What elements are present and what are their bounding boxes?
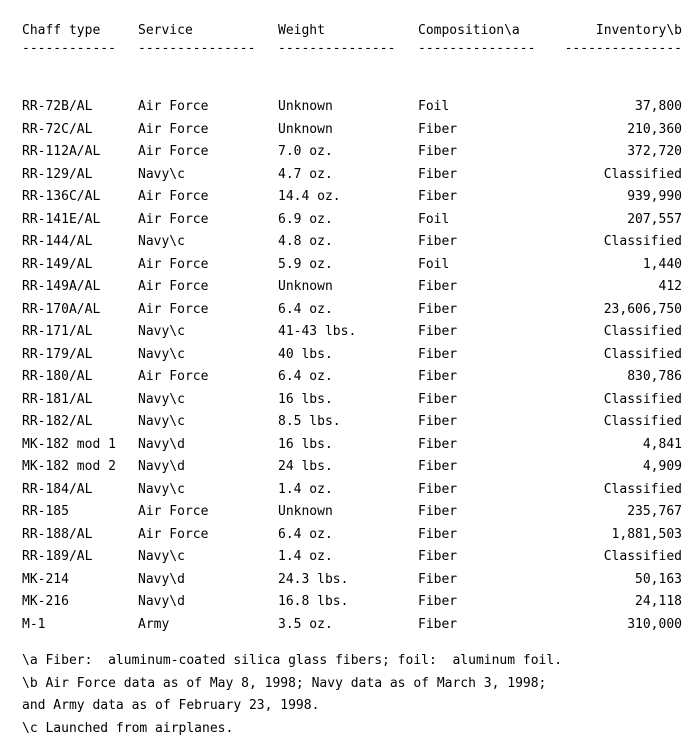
cell-chaff-type: MK-182 mod 2 — [22, 456, 116, 479]
table-row — [22, 344, 686, 367]
cell-inventory: Classified — [604, 546, 682, 569]
cell-service: Air Force — [138, 501, 208, 524]
table-row — [22, 389, 686, 412]
table-row — [22, 479, 686, 502]
table-row — [22, 434, 686, 457]
cell-service: Navy\c — [138, 411, 185, 434]
cell-chaff-type: RR-170A/AL — [22, 299, 100, 322]
table-row — [22, 501, 686, 524]
table-row — [22, 119, 686, 142]
cell-weight: 6.4 oz. — [278, 299, 333, 322]
cell-weight: 14.4 oz. — [278, 186, 341, 209]
cell-inventory: 23,606,750 — [604, 299, 682, 322]
cell-inventory: 210,360 — [627, 119, 682, 142]
cell-composition: Fiber — [418, 591, 457, 614]
cell-chaff-type: RR-136C/AL — [22, 186, 100, 209]
header-rule — [22, 42, 686, 64]
cell-weight: 6.9 oz. — [278, 209, 333, 232]
cell-composition: Fiber — [418, 141, 457, 164]
cell-chaff-type: RR-129/AL — [22, 164, 92, 187]
table-row — [22, 546, 686, 569]
table-row — [22, 456, 686, 479]
cell-weight: 16 lbs. — [278, 389, 333, 412]
cell-chaff-type: MK-182 mod 1 — [22, 434, 116, 457]
cell-composition: Fiber — [418, 119, 457, 142]
cell-inventory: Classified — [604, 164, 682, 187]
cell-chaff-type: M-1 — [22, 614, 45, 637]
cell-inventory: 4,841 — [643, 434, 682, 457]
cell-composition: Fiber — [418, 479, 457, 502]
cell-chaff-type: RR-189/AL — [22, 546, 92, 569]
cell-inventory: 412 — [659, 276, 682, 299]
cell-composition: Fiber — [418, 524, 457, 547]
cell-weight: 24 lbs. — [278, 456, 333, 479]
cell-service: Navy\d — [138, 434, 185, 457]
cell-inventory: 1,881,503 — [612, 524, 682, 547]
cell-composition: Fiber — [418, 389, 457, 412]
cell-service: Navy\d — [138, 569, 185, 592]
cell-composition: Foil — [418, 96, 449, 119]
chaff-inventory-table — [22, 20, 686, 636]
cell-composition: Fiber — [418, 231, 457, 254]
cell-inventory: 939,990 — [627, 186, 682, 209]
cell-inventory: 235,767 — [627, 501, 682, 524]
cell-service: Navy\d — [138, 456, 185, 479]
cell-chaff-type: RR-72B/AL — [22, 96, 92, 119]
cell-composition: Fiber — [418, 501, 457, 524]
cell-weight: 1.4 oz. — [278, 479, 333, 502]
footnote-b-continued: and Army data as of February 23, 1998. — [22, 695, 682, 718]
cell-chaff-type: RR-149/AL — [22, 254, 92, 277]
cell-weight: Unknown — [278, 501, 333, 524]
cell-weight: 4.7 oz. — [278, 164, 333, 187]
cell-composition: Foil — [418, 209, 449, 232]
cell-inventory: 4,909 — [643, 456, 682, 479]
cell-composition: Fiber — [418, 299, 457, 322]
cell-weight: 40 lbs. — [278, 344, 333, 367]
table-row — [22, 614, 686, 637]
cell-service: Air Force — [138, 209, 208, 232]
cell-chaff-type: RR-141E/AL — [22, 209, 100, 232]
table-row — [22, 411, 686, 434]
table-row — [22, 141, 686, 164]
cell-service: Air Force — [138, 276, 208, 299]
cell-composition: Fiber — [418, 411, 457, 434]
cell-weight: 16 lbs. — [278, 434, 333, 457]
cell-chaff-type: RR-180/AL — [22, 366, 92, 389]
cell-chaff-type: RR-182/AL — [22, 411, 92, 434]
table-row — [22, 254, 686, 277]
footnote-b: \b Air Force data as of May 8, 1998; Navy data as of March 3, 1998; — [22, 673, 682, 696]
cell-weight: 8.5 lbs. — [278, 411, 341, 434]
cell-composition: Fiber — [418, 321, 457, 344]
cell-service: Air Force — [138, 119, 208, 142]
cell-service: Navy\c — [138, 164, 185, 187]
footnotes — [22, 650, 682, 740]
header-weight: Weight — [278, 20, 325, 42]
cell-inventory: Classified — [604, 389, 682, 412]
cell-weight: 16.8 lbs. — [278, 591, 348, 614]
cell-inventory: 50,163 — [635, 569, 682, 592]
cell-composition: Fiber — [418, 569, 457, 592]
cell-chaff-type: RR-171/AL — [22, 321, 92, 344]
cell-service: Navy\c — [138, 389, 185, 412]
cell-weight: Unknown — [278, 96, 333, 119]
cell-inventory: Classified — [604, 344, 682, 367]
cell-inventory: 310,000 — [627, 614, 682, 637]
cell-service: Army — [138, 614, 169, 637]
cell-weight: 7.0 oz. — [278, 141, 333, 164]
header-chaff-type: Chaff type — [22, 20, 100, 42]
cell-weight: 6.4 oz. — [278, 524, 333, 547]
cell-inventory: 372,720 — [627, 141, 682, 164]
cell-weight: Unknown — [278, 119, 333, 142]
header-inventory: Inventory\b — [596, 20, 682, 42]
table-row — [22, 591, 686, 614]
rule-composition: --------------- — [418, 42, 535, 56]
table-row — [22, 186, 686, 209]
cell-service: Air Force — [138, 141, 208, 164]
table-body — [22, 96, 686, 636]
cell-inventory: Classified — [604, 411, 682, 434]
cell-service: Navy\c — [138, 321, 185, 344]
cell-chaff-type: RR-184/AL — [22, 479, 92, 502]
cell-service: Air Force — [138, 186, 208, 209]
cell-service: Navy\c — [138, 231, 185, 254]
table-row — [22, 321, 686, 344]
table-row — [22, 299, 686, 322]
cell-composition: Fiber — [418, 614, 457, 637]
cell-weight: 1.4 oz. — [278, 546, 333, 569]
cell-composition: Fiber — [418, 546, 457, 569]
cell-weight: 24.3 lbs. — [278, 569, 348, 592]
cell-composition: Fiber — [418, 164, 457, 187]
rule-service: --------------- — [138, 42, 255, 56]
cell-composition: Fiber — [418, 456, 457, 479]
table-row — [22, 366, 686, 389]
cell-service: Air Force — [138, 96, 208, 119]
table-row — [22, 569, 686, 592]
spacer — [22, 64, 686, 96]
cell-composition: Fiber — [418, 344, 457, 367]
table-row — [22, 96, 686, 119]
cell-composition: Fiber — [418, 276, 457, 299]
cell-chaff-type: RR-181/AL — [22, 389, 92, 412]
cell-composition: Fiber — [418, 434, 457, 457]
header-service: Service — [138, 20, 193, 42]
cell-composition: Foil — [418, 254, 449, 277]
cell-composition: Fiber — [418, 186, 457, 209]
cell-weight: Unknown — [278, 276, 333, 299]
cell-chaff-type: RR-185 — [22, 501, 69, 524]
cell-composition: Fiber — [418, 366, 457, 389]
cell-service: Air Force — [138, 524, 208, 547]
cell-inventory: 24,118 — [635, 591, 682, 614]
cell-chaff-type: RR-112A/AL — [22, 141, 100, 164]
cell-service: Navy\d — [138, 591, 185, 614]
cell-inventory: 830,786 — [627, 366, 682, 389]
cell-weight: 6.4 oz. — [278, 366, 333, 389]
cell-inventory: Classified — [604, 321, 682, 344]
table-row — [22, 231, 686, 254]
cell-inventory: 37,800 — [635, 96, 682, 119]
cell-service: Navy\c — [138, 479, 185, 502]
cell-weight: 41-43 lbs. — [278, 321, 356, 344]
cell-chaff-type: MK-216 — [22, 591, 69, 614]
rule-weight: --------------- — [278, 42, 395, 56]
cell-service: Air Force — [138, 299, 208, 322]
table-row — [22, 276, 686, 299]
table-row — [22, 209, 686, 232]
footnote-c: \c Launched from airplanes. — [22, 718, 682, 740]
cell-chaff-type: RR-188/AL — [22, 524, 92, 547]
cell-weight: 4.8 oz. — [278, 231, 333, 254]
cell-weight: 5.9 oz. — [278, 254, 333, 277]
table-row — [22, 524, 686, 547]
cell-chaff-type: RR-144/AL — [22, 231, 92, 254]
rule-inventory: --------------- — [565, 42, 682, 56]
cell-inventory: Classified — [604, 231, 682, 254]
cell-chaff-type: RR-149A/AL — [22, 276, 100, 299]
cell-service: Air Force — [138, 254, 208, 277]
footnote-a: \a Fiber: aluminum-coated silica glass fibers; foil: aluminum foil. — [22, 650, 682, 673]
header-composition: Composition\a — [418, 20, 520, 42]
rule-chaff-type: ------------ — [22, 42, 116, 56]
cell-inventory: 207,557 — [627, 209, 682, 232]
cell-inventory: Classified — [604, 479, 682, 502]
cell-weight: 3.5 oz. — [278, 614, 333, 637]
cell-chaff-type: MK-214 — [22, 569, 69, 592]
cell-inventory: 1,440 — [643, 254, 682, 277]
cell-service: Navy\c — [138, 546, 185, 569]
cell-service: Navy\c — [138, 344, 185, 367]
cell-service: Air Force — [138, 366, 208, 389]
cell-chaff-type: RR-72C/AL — [22, 119, 92, 142]
cell-chaff-type: RR-179/AL — [22, 344, 92, 367]
table-header — [22, 20, 686, 42]
table-row — [22, 164, 686, 187]
